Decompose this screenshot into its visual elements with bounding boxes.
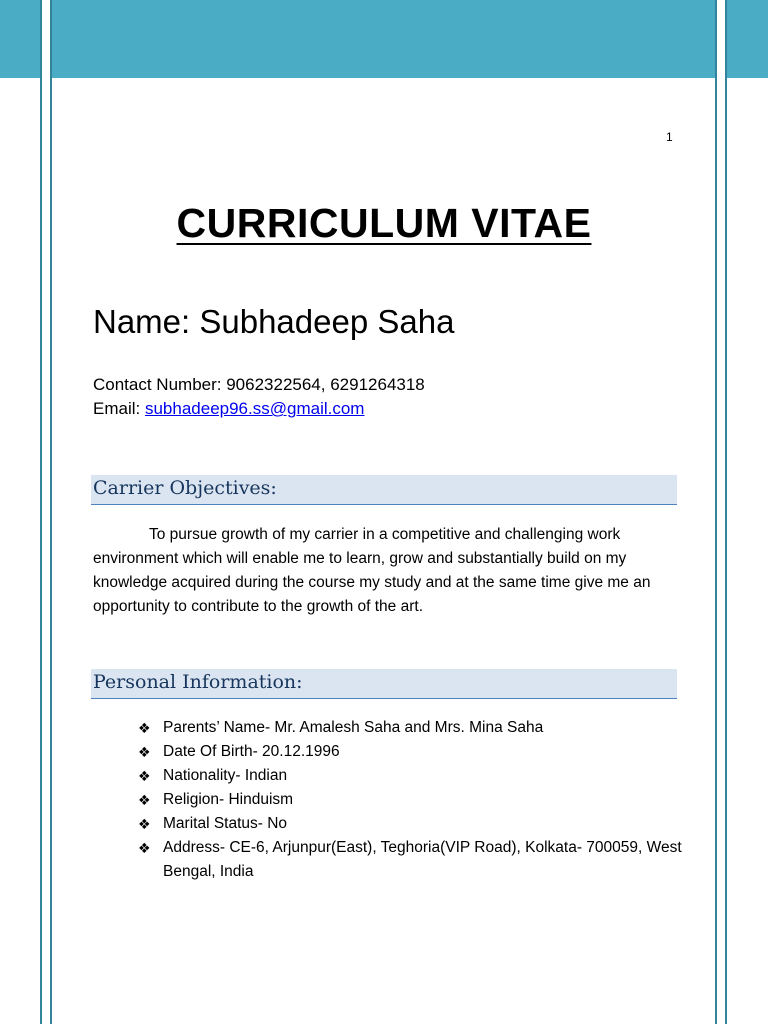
list-item-text: Marital Status- No	[163, 815, 288, 832]
header-band-left	[0, 0, 42, 78]
frame-line	[40, 0, 42, 1024]
personal-info-list	[138, 716, 698, 884]
diamond-bullet-icon: ❖	[138, 792, 151, 808]
section-heading: Personal Information:	[93, 671, 303, 693]
objective-paragraph: To pursue growth of my carrier in a competitive and challenging work environment which will enable me to learn, grow and substantially build on my knowledge acquired during the course my study and at the same time give me an opportunity to contribute to the growth of the art.	[93, 526, 651, 615]
list-item-text: Religion- Hinduism	[163, 791, 294, 808]
email-line	[93, 397, 425, 421]
frame-line	[725, 0, 727, 1024]
list-item-text: Address- CE-6, Arjunpur(East), Teghoria(VIP Road), Kolkata- 700059, West Bengal, India	[163, 839, 682, 880]
document-title: CURRICULUM VITAE	[176, 200, 592, 246]
list-item	[138, 716, 698, 740]
page-number: 1	[666, 130, 673, 144]
candidate-name: Name: Subhadeep Saha	[93, 303, 455, 340]
list-item	[138, 812, 698, 836]
section-heading: Carrier Objectives:	[93, 477, 277, 499]
header-band-right	[726, 0, 768, 78]
list-item	[138, 788, 698, 812]
list-item	[138, 740, 698, 764]
list-item-text: Parents’ Name- Mr. Amalesh Saha and Mrs. Mina Saha	[163, 719, 544, 736]
frame-line	[715, 0, 717, 1024]
list-item	[138, 836, 698, 884]
frame-line	[50, 0, 52, 1024]
section-header-objectives	[91, 475, 677, 505]
diamond-bullet-icon: ❖	[138, 720, 151, 736]
section-header-personal	[91, 669, 677, 699]
diamond-bullet-icon: ❖	[138, 840, 151, 856]
diamond-bullet-icon: ❖	[138, 744, 151, 760]
email-link[interactable]: subhadeep96.ss@gmail.com	[144, 399, 365, 418]
list-item-text: Nationality- Indian	[163, 767, 288, 784]
email-label: Email:	[93, 399, 145, 418]
list-item	[138, 764, 698, 788]
contact-block	[93, 373, 425, 421]
diamond-bullet-icon: ❖	[138, 768, 151, 784]
header-band	[50, 0, 716, 78]
diamond-bullet-icon: ❖	[138, 816, 151, 832]
list-item-text: Date Of Birth- 20.12.1996	[163, 743, 340, 760]
contact-number: Contact Number: 9062322564, 6291264318	[93, 375, 425, 394]
